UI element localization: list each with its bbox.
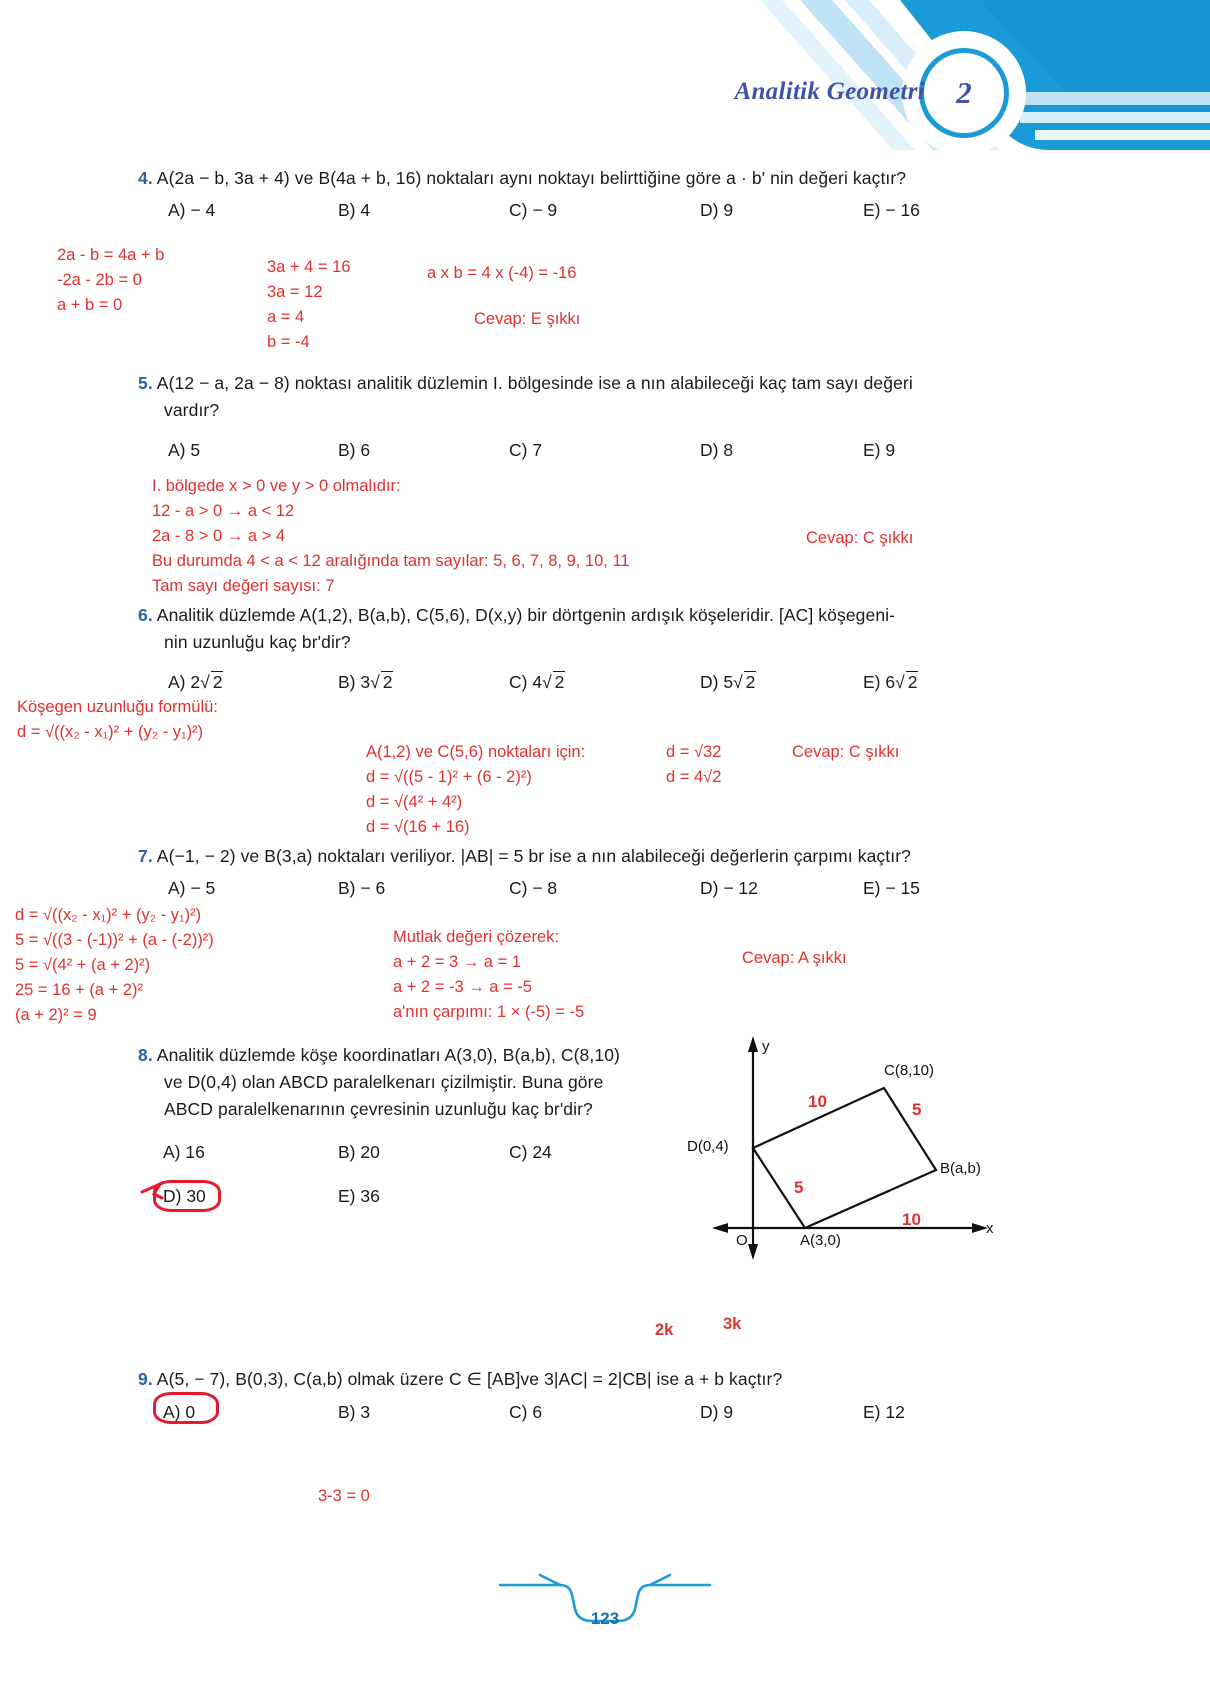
option-6-c-radicand: 2	[554, 672, 565, 692]
axis-label-x: x	[986, 1220, 994, 1237]
annotation-q6-step2: d = √((5 - 1)² + (6 - 2)²)	[366, 768, 532, 787]
option-9-d[interactable]: D) 9	[700, 1402, 734, 1422]
question-9-text: A(5, − 7), B(0,3), C(a,b) olmak üzere C ∈ [AB]ve 3|AC| = 2|CB| ise a + b kaçtır?	[156, 1369, 783, 1389]
page-footer	[0, 1563, 1210, 1683]
option-4-b[interactable]: B) 4	[338, 200, 371, 220]
annotation-q7-mid	[393, 925, 584, 1025]
question-6-text: Analitik düzlemde A(1,2), B(a,b), C(5,6), D(x,y) bir dörtgenin ardışık köşeleridir. [AC] köşegeni-	[156, 605, 896, 625]
annotation-q5	[152, 474, 630, 599]
annotation-q6-result	[666, 740, 721, 790]
question-5-text-line2: vardır?	[164, 400, 220, 421]
option-6-c-label: C) 4	[509, 672, 543, 692]
annotation-q4-left-line2: -2a - 2b = 0	[57, 271, 142, 290]
chapter-badge	[919, 48, 1009, 138]
question-7-text: A(−1, − 2) ve B(3,a) noktaları veriliyor. |AB| = 5 br ise a nın alabileceği değerlerin çarpımı kaçtır?	[156, 846, 911, 866]
option-4-c[interactable]: C) − 9	[509, 200, 558, 220]
parallelogram-svg	[690, 1030, 1030, 1260]
question-8-text-line3: ABCD paralelkenarının çevresinin uzunluğu kaç br'dir?	[164, 1099, 593, 1120]
option-6-a[interactable]: A) 2√ 2	[168, 672, 223, 692]
axis-label-y: y	[762, 1038, 770, 1055]
option-8-c[interactable]: C) 24	[509, 1142, 552, 1162]
annotation-q6-step3: d = √(4² + 4²)	[366, 793, 463, 812]
question-6-text-line2: nin uzunluğu kaç br'dir?	[164, 632, 351, 653]
annotation-q7-step2: 5 = √((3 - (-1))² + (a - (-2))²)	[15, 931, 214, 950]
question-7	[138, 843, 1088, 870]
annotation-q7-step1: d = √((x₂ - x₁)² + (y₂ - y₁)²)	[15, 906, 202, 924]
option-7-a[interactable]: A) − 5	[168, 878, 216, 898]
side-length-dc: 10	[808, 1092, 827, 1111]
option-6-d[interactable]: D) 5√ 2	[700, 672, 756, 692]
point-label-d: D(0,4)	[687, 1138, 729, 1155]
option-4-a[interactable]: A) − 4	[168, 200, 216, 220]
annotation-q5-line4: Bu durumda 4 < a < 12 aralığında tam sayılar: 5, 6, 7, 8, 9, 10, 11	[152, 552, 630, 571]
option-8-e[interactable]: E) 36	[338, 1186, 380, 1206]
option-6-e-label: E) 6	[863, 672, 896, 692]
side-length-ab: 10	[902, 1210, 921, 1229]
option-5-d[interactable]: D) 8	[700, 440, 734, 460]
point-label-b: B(a,b)	[940, 1160, 981, 1177]
question-8-number: 8.	[138, 1045, 153, 1065]
header-graphic	[0, 0, 1210, 150]
option-7-d[interactable]: D) − 12	[700, 878, 758, 898]
option-6-b-label: B) 3	[338, 672, 371, 692]
question-8-text-line2: ve D(0,4) olan ABCD paralelkenarı çizilmiştir. Buna göre	[164, 1072, 604, 1093]
annotation-q4-answer: Cevap: E şıkkı	[474, 310, 581, 328]
annotation-q4-left	[57, 243, 164, 318]
annotation-q4-right: a x b = 4 x (-4) = -16	[427, 264, 577, 282]
annotation-q6-step4: d = √(16 + 16)	[366, 818, 470, 837]
option-9-a[interactable]: A) 0	[163, 1402, 196, 1422]
annotation-q4-mid-line1: 3a + 4 = 16	[267, 258, 351, 276]
annotation-q5-answer: Cevap: C şıkkı	[806, 529, 914, 547]
option-5-e[interactable]: E) 9	[863, 440, 896, 460]
chapter-title: Analitik Geometri	[734, 78, 925, 105]
annotation-q6-steps	[366, 740, 585, 840]
question-6	[138, 602, 1088, 656]
annotation-q7-steps	[15, 903, 214, 1028]
annotation-q5-line5: Tam sayı değeri sayısı: 7	[152, 577, 335, 596]
option-6-e-radicand: 2	[907, 672, 918, 692]
option-9-b[interactable]: B) 3	[338, 1402, 371, 1422]
annotation-q6-result1: d = √32	[666, 743, 722, 761]
question-5-text: A(12 − a, 2a − 8) noktası analitik düzlemin I. bölgesinde ise a nın alabileceği kaç tam sayı değeri	[156, 373, 913, 393]
option-7-e[interactable]: E) − 15	[863, 878, 920, 898]
option-4-d[interactable]: D) 9	[700, 200, 734, 220]
option-6-e[interactable]: E) 6√ 2	[863, 672, 918, 692]
question-5-number: 5.	[138, 373, 153, 393]
annotation-q4-left-line3: a + b = 0	[57, 296, 123, 315]
annotation-q7-step4: 25 = 16 + (a + 2)²	[15, 981, 143, 1000]
annotation-q7-step3: 5 = √(4² + (a + 2)²)	[15, 956, 151, 975]
question-9	[138, 1366, 1088, 1393]
annotation-q7-mid4: a'nın çarpımı: 1 × (-5) = -5	[393, 1003, 585, 1022]
option-6-d-radicand: 2	[745, 672, 756, 692]
annotation-q4-mid-line3: a = 4	[267, 308, 305, 327]
annotation-q7-mid2: a + 2 = 3 → a = 1	[393, 953, 521, 972]
option-6-d-label: D) 5	[700, 672, 734, 692]
chapter-number: 2	[956, 75, 972, 110]
option-5-b[interactable]: B) 6	[338, 440, 371, 460]
option-5-c[interactable]: C) 7	[509, 440, 543, 460]
option-7-c[interactable]: C) − 8	[509, 878, 558, 898]
annotation-q9-2k: 2k	[655, 1321, 674, 1339]
option-5-a[interactable]: A) 5	[168, 440, 201, 460]
option-6-c[interactable]: C) 4√ 2	[509, 672, 565, 692]
annotation-q5-line3: 2a - 8 > 0 → a > 4	[152, 527, 285, 546]
option-8-b[interactable]: B) 20	[338, 1142, 380, 1162]
annotation-q6-result2: d = 4√2	[666, 768, 722, 787]
question-4-options	[168, 200, 1048, 226]
annotation-q6-answer: Cevap: C şıkkı	[792, 743, 900, 761]
parallelogram-figure	[687, 1030, 1030, 1260]
annotation-q7-answer: Cevap: A şıkkı	[742, 949, 847, 967]
annotation-q4-left-line1: 2a - b = 4a + b	[57, 246, 165, 264]
option-6-b-radicand: 2	[382, 672, 393, 692]
question-4-text: A(2a − b, 3a + 4) ve B(4a + b, 16) noktaları aynı noktayı belirttiğine göre a · b' nin değeri kaçtır?	[156, 168, 907, 188]
annotation-q5-line1: I. bölgede x > 0 ve y > 0 olmalıdır:	[152, 477, 401, 495]
annotation-q4-mid	[267, 255, 351, 355]
annotation-q9-3k: 3k	[723, 1315, 742, 1333]
annotation-q6-formula	[17, 695, 218, 745]
origin-label: O	[736, 1232, 748, 1249]
annotation-q4-mid-line4: b = -4	[267, 333, 310, 352]
option-6-b[interactable]: B) 3√ 2	[338, 672, 393, 692]
side-length-da: 5	[794, 1178, 804, 1197]
option-7-b[interactable]: B) − 6	[338, 878, 386, 898]
page-number: 123	[590, 1609, 620, 1628]
annotation-bottom-note: 3-3 = 0	[318, 1487, 370, 1505]
annotation-q6-step1: A(1,2) ve C(5,6) noktaları için:	[366, 743, 586, 761]
question-8-text: Analitik düzlemde köşe koordinatları A(3,0), B(a,b), C(8,10)	[156, 1045, 620, 1065]
page-header-banner	[0, 0, 1210, 150]
option-4-e[interactable]: E) − 16	[863, 200, 920, 220]
question-8	[138, 1042, 643, 1123]
annotation-q6-formula-title: Köşegen uzunluğu formülü:	[17, 698, 218, 716]
question-4	[138, 165, 1083, 192]
option-6-a-radicand: 2	[212, 672, 223, 692]
point-label-c: C(8,10)	[884, 1062, 935, 1079]
option-8-d[interactable]: D) 30	[163, 1186, 206, 1206]
option-6-a-label: A) 2	[168, 672, 201, 692]
question-9-number: 9.	[138, 1369, 153, 1389]
question-4-number: 4.	[138, 168, 153, 188]
option-8-a[interactable]: A) 16	[163, 1142, 205, 1162]
point-label-a: A(3,0)	[800, 1232, 841, 1249]
option-9-c[interactable]: C) 6	[509, 1402, 543, 1422]
question-6-number: 6.	[138, 605, 153, 625]
question-5	[138, 370, 1088, 424]
selected-answer-tick-q8	[140, 1178, 180, 1208]
annotation-q7-mid3: a + 2 = -3 → a = -5	[393, 978, 532, 997]
option-9-e[interactable]: E) 12	[863, 1402, 905, 1422]
question-7-number: 7.	[138, 846, 153, 866]
side-length-cb: 5	[912, 1100, 922, 1119]
annotation-q7-step5: (a + 2)² = 9	[15, 1006, 97, 1025]
annotation-q5-line2: 12 - a > 0 → a < 12	[152, 502, 295, 521]
annotation-q6-formula-body: d = √((x₂ - x₁)² + (y₂ - y₁)²)	[17, 723, 204, 742]
annotation-q4-mid-line2: 3a = 12	[267, 283, 323, 302]
annotation-q7-mid1: Mutlak değeri çözerek:	[393, 928, 559, 946]
selected-answer-marker-q9	[153, 1392, 219, 1424]
